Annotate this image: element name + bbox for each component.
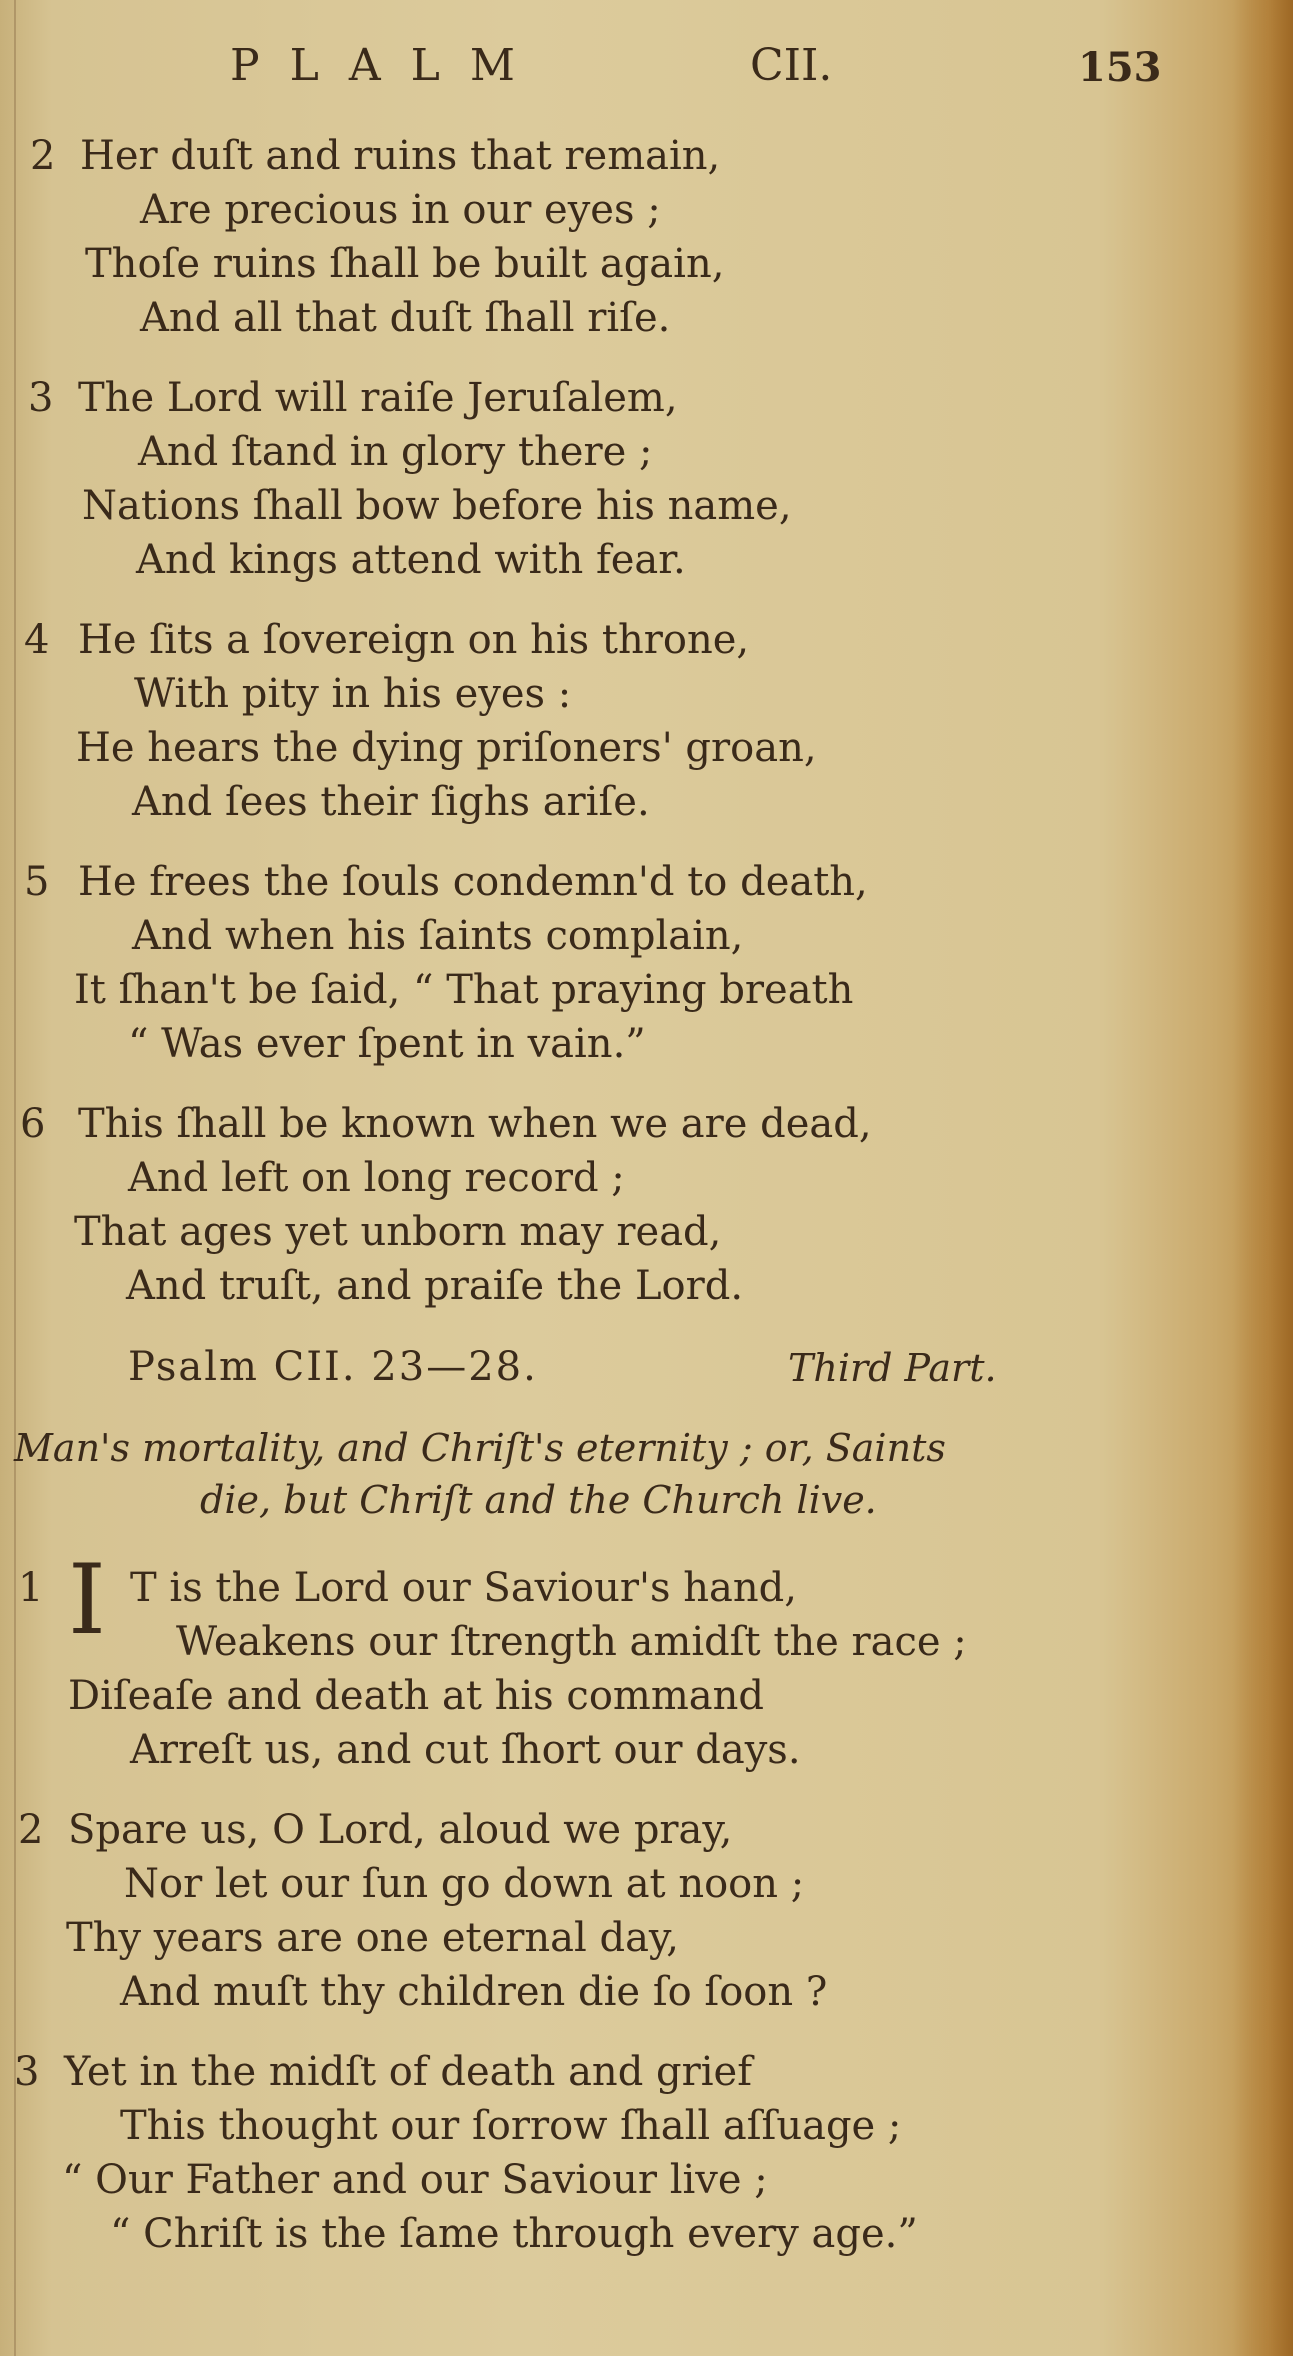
verse-line: Thoſe ruins ſhall be built again, (85, 241, 725, 287)
verse-number: 5 (24, 859, 50, 905)
verse-line: And all that duſt ſhall riſe. (140, 295, 671, 341)
verse-line: Her duſt and ruins that remain, (80, 133, 721, 179)
verse-line: This thought our ſorrow ſhall aſſuage ; (120, 2103, 902, 2149)
verse-line: And left on long record ; (128, 1155, 625, 1201)
verse-line: Are precious in our eyes ; (140, 187, 661, 233)
section-part-label: Third Part. (788, 1346, 997, 1390)
verse-number: 2 (18, 1807, 44, 1853)
verse-line: That ages yet unborn may read, (74, 1209, 722, 1255)
verse-line: And kings attend with fear. (136, 537, 686, 583)
page-gutter (14, 0, 16, 2356)
verse-line: And when his ſaints complain, (132, 913, 744, 959)
verse-line: He hears the dying priſoners' groan, (76, 725, 817, 771)
page-number: 153 (1078, 44, 1162, 91)
verse-line: And ſtand in glory there ; (138, 429, 653, 475)
verse-line: Weakens our ſtrength amidſt the race ; (176, 1619, 967, 1665)
verse-line: Nor let our ſun go down at noon ; (124, 1861, 805, 1907)
verse-number: 2 (30, 133, 56, 179)
verse-line: Thy years are one eternal day, (66, 1915, 679, 1961)
verse-line: Arreſt us, and cut ſhort our days. (130, 1727, 801, 1773)
section-subtitle: die, but Chriſt and the Church live. (200, 1478, 877, 1522)
verse-number: 1 (18, 1565, 44, 1611)
verse-line: “ Was ever ſpent in vain.” (128, 1021, 646, 1067)
verse-line: Diſeaſe and death at his command (68, 1673, 764, 1719)
verse-line: The Lord will raiſe Jeruſalem, (78, 375, 678, 421)
section-subtitle: Man's mortality, and Chriſt's eternity ; or, Saints (14, 1426, 946, 1470)
verse-line: He ſits a ſovereign on his throne, (78, 617, 750, 663)
verse-line: Nations ſhall bow before his name, (82, 483, 792, 529)
verse-number: 3 (28, 375, 54, 421)
verse-line: “ Our Father and our Saviour live ; (62, 2157, 768, 2203)
verse-line: And muſt thy children die ſo ſoon ? (120, 1969, 828, 2015)
verse-line: Yet in the midſt of death and grief (64, 2049, 753, 2095)
verse-line: And truſt, and praiſe the Lord. (126, 1263, 744, 1309)
running-title: PLALM (230, 40, 545, 91)
page-edge-shading (1233, 0, 1293, 2356)
verse-line: T is the Lord our Saviour's hand, (130, 1565, 797, 1611)
verse-number: 6 (20, 1101, 46, 1147)
verse-line: It ſhan't be ſaid, “ That praying breath (74, 967, 854, 1013)
section-heading: Psalm CII. 23—28. (128, 1344, 538, 1390)
running-header (0, 40, 1293, 110)
verse-line: He frees the ſouls condemn'd to death, (78, 859, 868, 905)
verse-line: With pity in his eyes : (134, 671, 572, 717)
verse-number: 3 (14, 2049, 40, 2095)
psalm-number: CII. (750, 40, 833, 91)
drop-cap: I (68, 1544, 106, 1656)
verse-line: This ſhall be known when we are dead, (78, 1101, 872, 1147)
verse-number: 4 (24, 617, 50, 663)
verse-line: And ſees their ſighs ariſe. (132, 779, 650, 825)
verse-line: Spare us, O Lord, aloud we pray, (68, 1807, 733, 1853)
verse-line: “ Chriſt is the ſame through every age.” (110, 2211, 918, 2257)
